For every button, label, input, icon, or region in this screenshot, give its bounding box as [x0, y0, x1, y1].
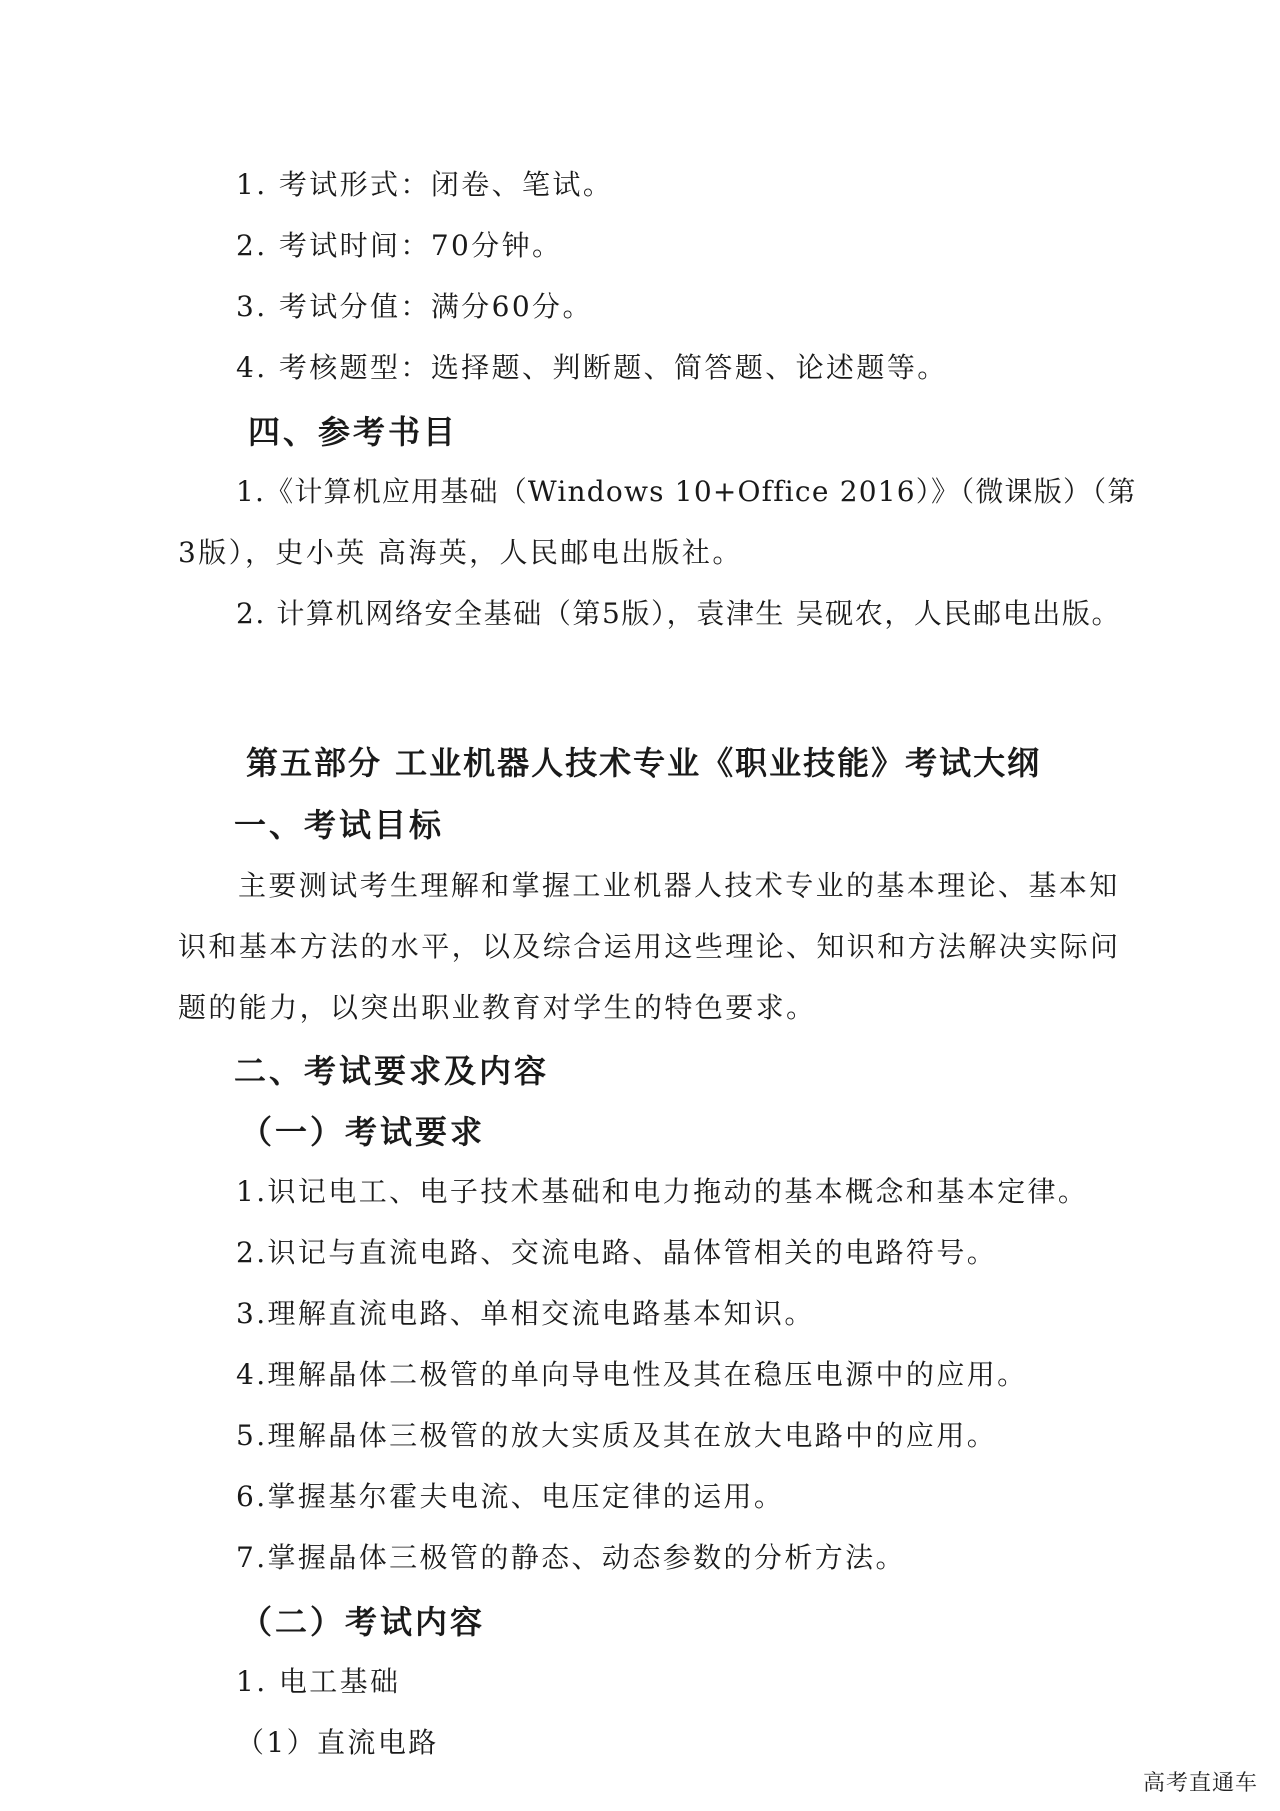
- goal-paragraph-line: 题的能力，以突出职业教育对学生的特色要求。: [178, 991, 817, 1024]
- requirement-item: 1.识记电工、电子技术基础和电力拖动的基本概念和基本定律。: [236, 1175, 1089, 1208]
- content-subitem: （1）直流电路: [236, 1726, 439, 1759]
- exam-format-item: 1. 考试形式：闭卷、笔试。: [236, 168, 614, 201]
- requirements-heading: 二、考试要求及内容: [234, 1052, 550, 1090]
- references-heading: 四、参考书目: [248, 413, 459, 451]
- requirement-item: 4.理解晶体二极管的单向导电性及其在稳压电源中的应用。: [236, 1358, 1028, 1391]
- reference-book-1-cont: 3版），史小英 高海英，人民邮电出版社。: [178, 536, 743, 569]
- requirement-item: 5.理解晶体三极管的放大实质及其在放大电路中的应用。: [236, 1419, 998, 1452]
- reference-book-2: 2. 计算机网络安全基础（第5版），袁津生 吴砚农，人民邮电出版。: [236, 597, 1122, 630]
- exam-format-item: 3. 考试分值：满分60分。: [236, 290, 593, 323]
- requirements-subheading: （一）考试要求: [240, 1113, 486, 1151]
- content-item: 1. 电工基础: [236, 1665, 401, 1698]
- content-heading: （二）考试内容: [240, 1603, 486, 1641]
- goal-paragraph-line: 主要测试考生理解和掌握工业机器人技术专业的基本理论、基本知: [238, 869, 1120, 902]
- exam-format-item: 4. 考核题型：选择题、判断题、简答题、论述题等。: [236, 351, 948, 384]
- watermark: 高考直通车: [1142, 1771, 1258, 1796]
- exam-format-item: 2. 考试时间：70分钟。: [236, 229, 563, 262]
- part-title: 第五部分 工业机器人技术专业《职业技能》考试大纲: [246, 744, 1042, 782]
- goal-paragraph-line: 识和基本方法的水平，以及综合运用这些理论、知识和方法解决实际问: [178, 930, 1121, 963]
- requirement-item: 2.识记与直流电路、交流电路、晶体管相关的电路符号。: [236, 1236, 998, 1269]
- requirement-item: 7.掌握晶体三极管的静态、动态参数的分析方法。: [236, 1541, 906, 1574]
- requirement-item: 3.理解直流电路、单相交流电路基本知识。: [236, 1297, 815, 1330]
- reference-book-1: 1.《计算机应用基础（Windows 10+Office 2016）》（微课版）（第: [236, 475, 1137, 508]
- goal-heading: 一、考试目标: [234, 806, 445, 844]
- requirement-item: 6.掌握基尔霍夫电流、电压定律的运用。: [236, 1480, 785, 1513]
